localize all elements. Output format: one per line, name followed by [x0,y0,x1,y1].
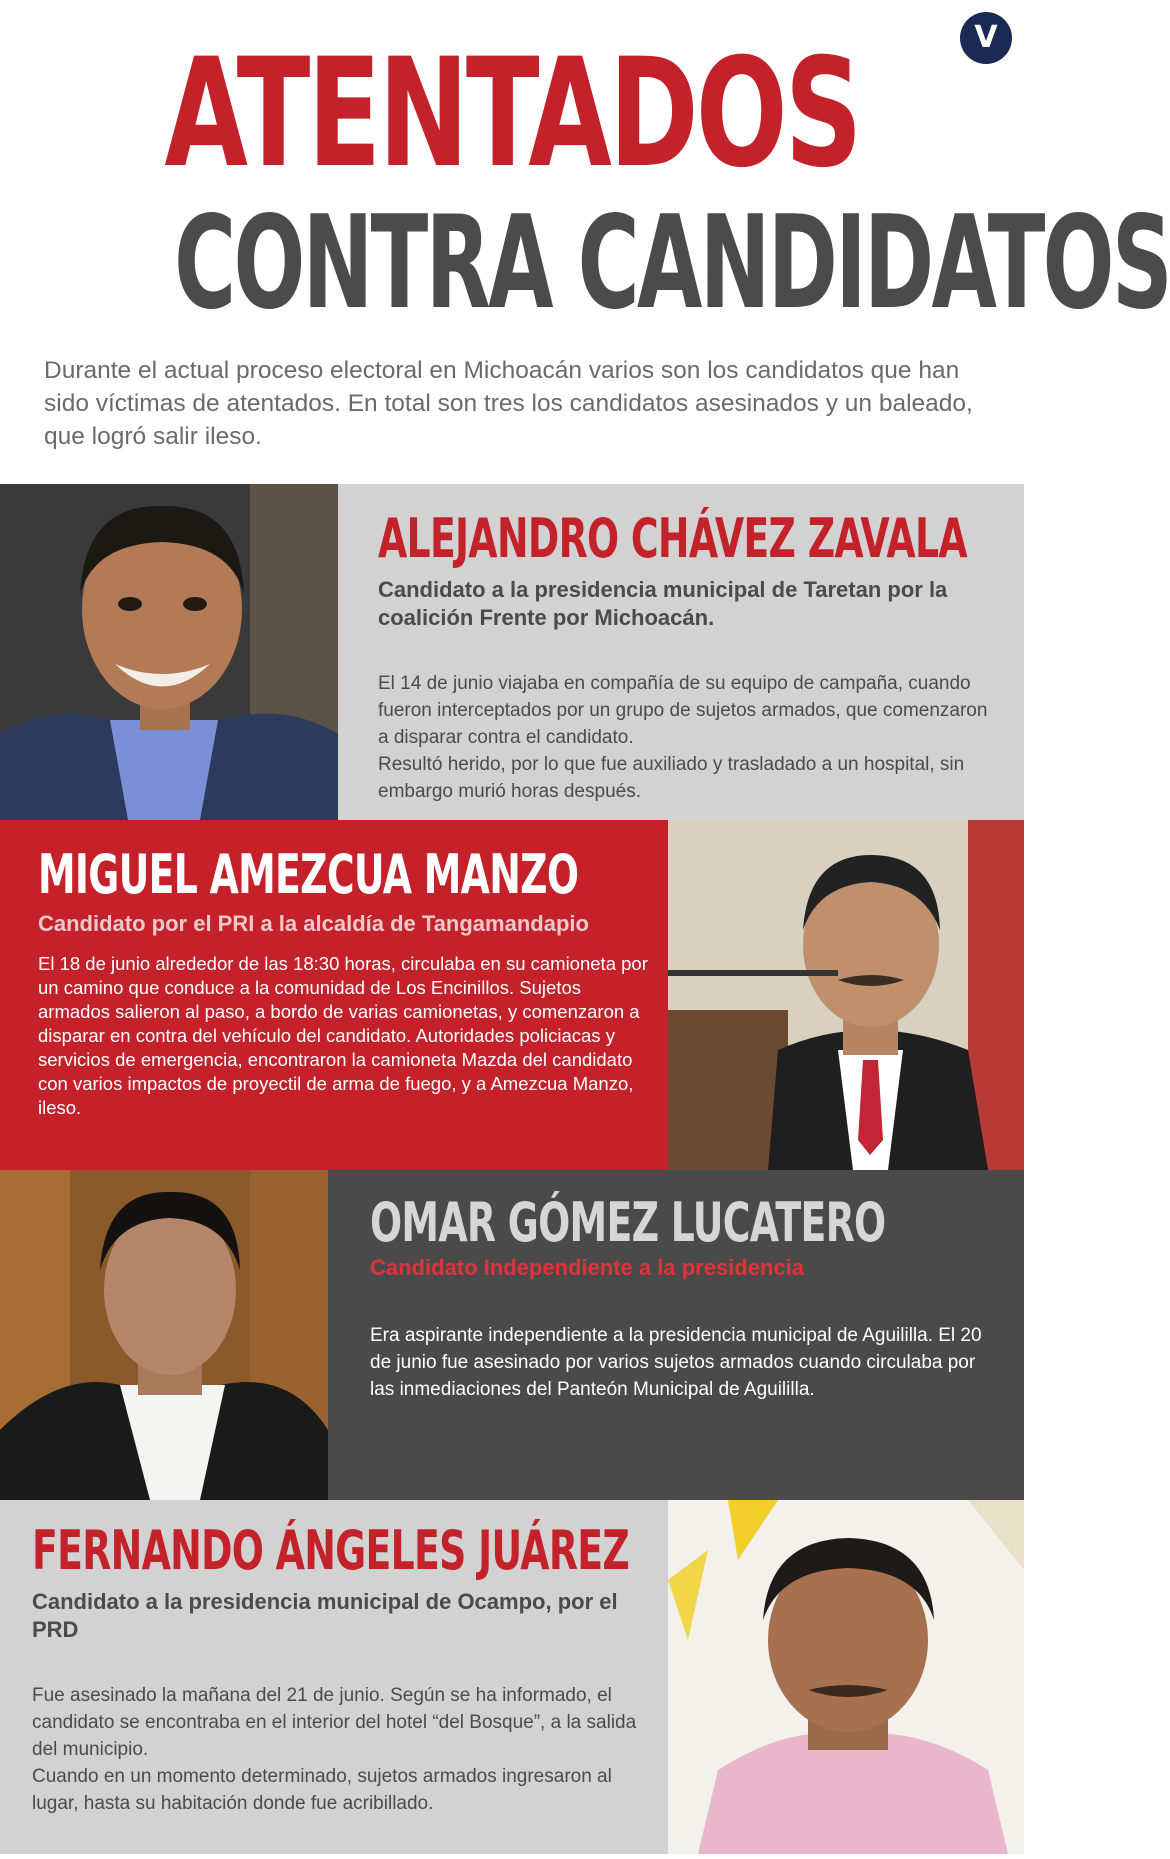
candidate-photo-2 [668,820,1024,1170]
logo[interactable] [960,12,1012,64]
candidate-subtitle-3: Candidato Independiente a la presidencia [370,1255,804,1280]
candidate-description-3: Era aspirante independiente a la presidencia municipal de Aguililla. El 20 de junio fue asesinado por varios sujetos armados cuando circulaba por las inmediaciones del Panteón Municipal de Aguililla. [370,1325,982,1400]
title-line-1: ATENTADOS [164,27,860,201]
candidate-section-4 [0,1500,1024,1854]
candidate-name-1: ALEJANDRO CHÁVEZ ZAVALA [378,507,967,570]
candidate-subtitle-2: Candidato por el PRI a la alcaldía de Tangamandapio [38,911,589,936]
candidate-section-2 [0,820,1024,1170]
title-line-2: CONTRA CANDIDATOS [174,189,1170,338]
candidate-name-3: OMAR GÓMEZ LUCATERO [370,1191,886,1254]
candidate-subtitle-4: Candidato a la presidencia municipal de Ocampo, por el PRD [32,1589,618,1642]
intro-paragraph: Durante el actual proceso electoral en Michoacán varios son los candidatos que han sido víctimas de atentados. En total son tres los candidatos asesinados y un baleado, que logró salir ileso. [44,357,973,450]
candidate-photo-4 [668,1500,1024,1854]
candidate-description-1: El 14 de junio viajaba en compañía de su equipo de campaña, cuando fueron interceptados por un grupo de sujetos armados, que comenzaron a disparar contra el candidato. Resultó herido, por lo que fue auxiliado y trasladado a un hospital, sin embargo murió horas después. [378,673,988,802]
candidate-photo-3 [0,1170,328,1500]
candidate-name-4: FERNANDO ÁNGELES JUÁREZ [32,1519,630,1582]
candidate-section-3 [0,1170,1024,1500]
candidate-description-4: Fue asesinado la mañana del 21 de junio. Según se ha informado, el candidato se encontraba en el interior del hotel “del Bosque”, a la salida del municipio. Cuando en un momento determinado, sujetos armados ingresaron al lugar, hasta su habitación donde fue acribillado. [32,1685,637,1814]
candidate-name-2: MIGUEL AMEZCUA MANZO [38,843,579,906]
candidate-description-2: El 18 de junio alrededor de las 18:30 horas, circulaba en su camioneta por un camino que conduce a la comunidad de Los Encinillos. Sujetos armados salieron al paso, a bordo de varias camionetas, y comenzaron a disparar en contra del vehículo del candidato. Autoridades policiacas y servicios de emergencia, encontraron la camioneta Mazda del candidato con varios impactos de proyectil de arma de fuego, y a Amezcua Manzo, ileso. [38,953,648,1118]
candidate-section-1 [0,484,1024,820]
candidate-subtitle-1: Candidato a la presidencia municipal de Taretan por la coalición Frente por Michoacán. [378,577,948,630]
logo-letter: V [974,20,998,55]
candidate-photo-1 [0,484,338,820]
